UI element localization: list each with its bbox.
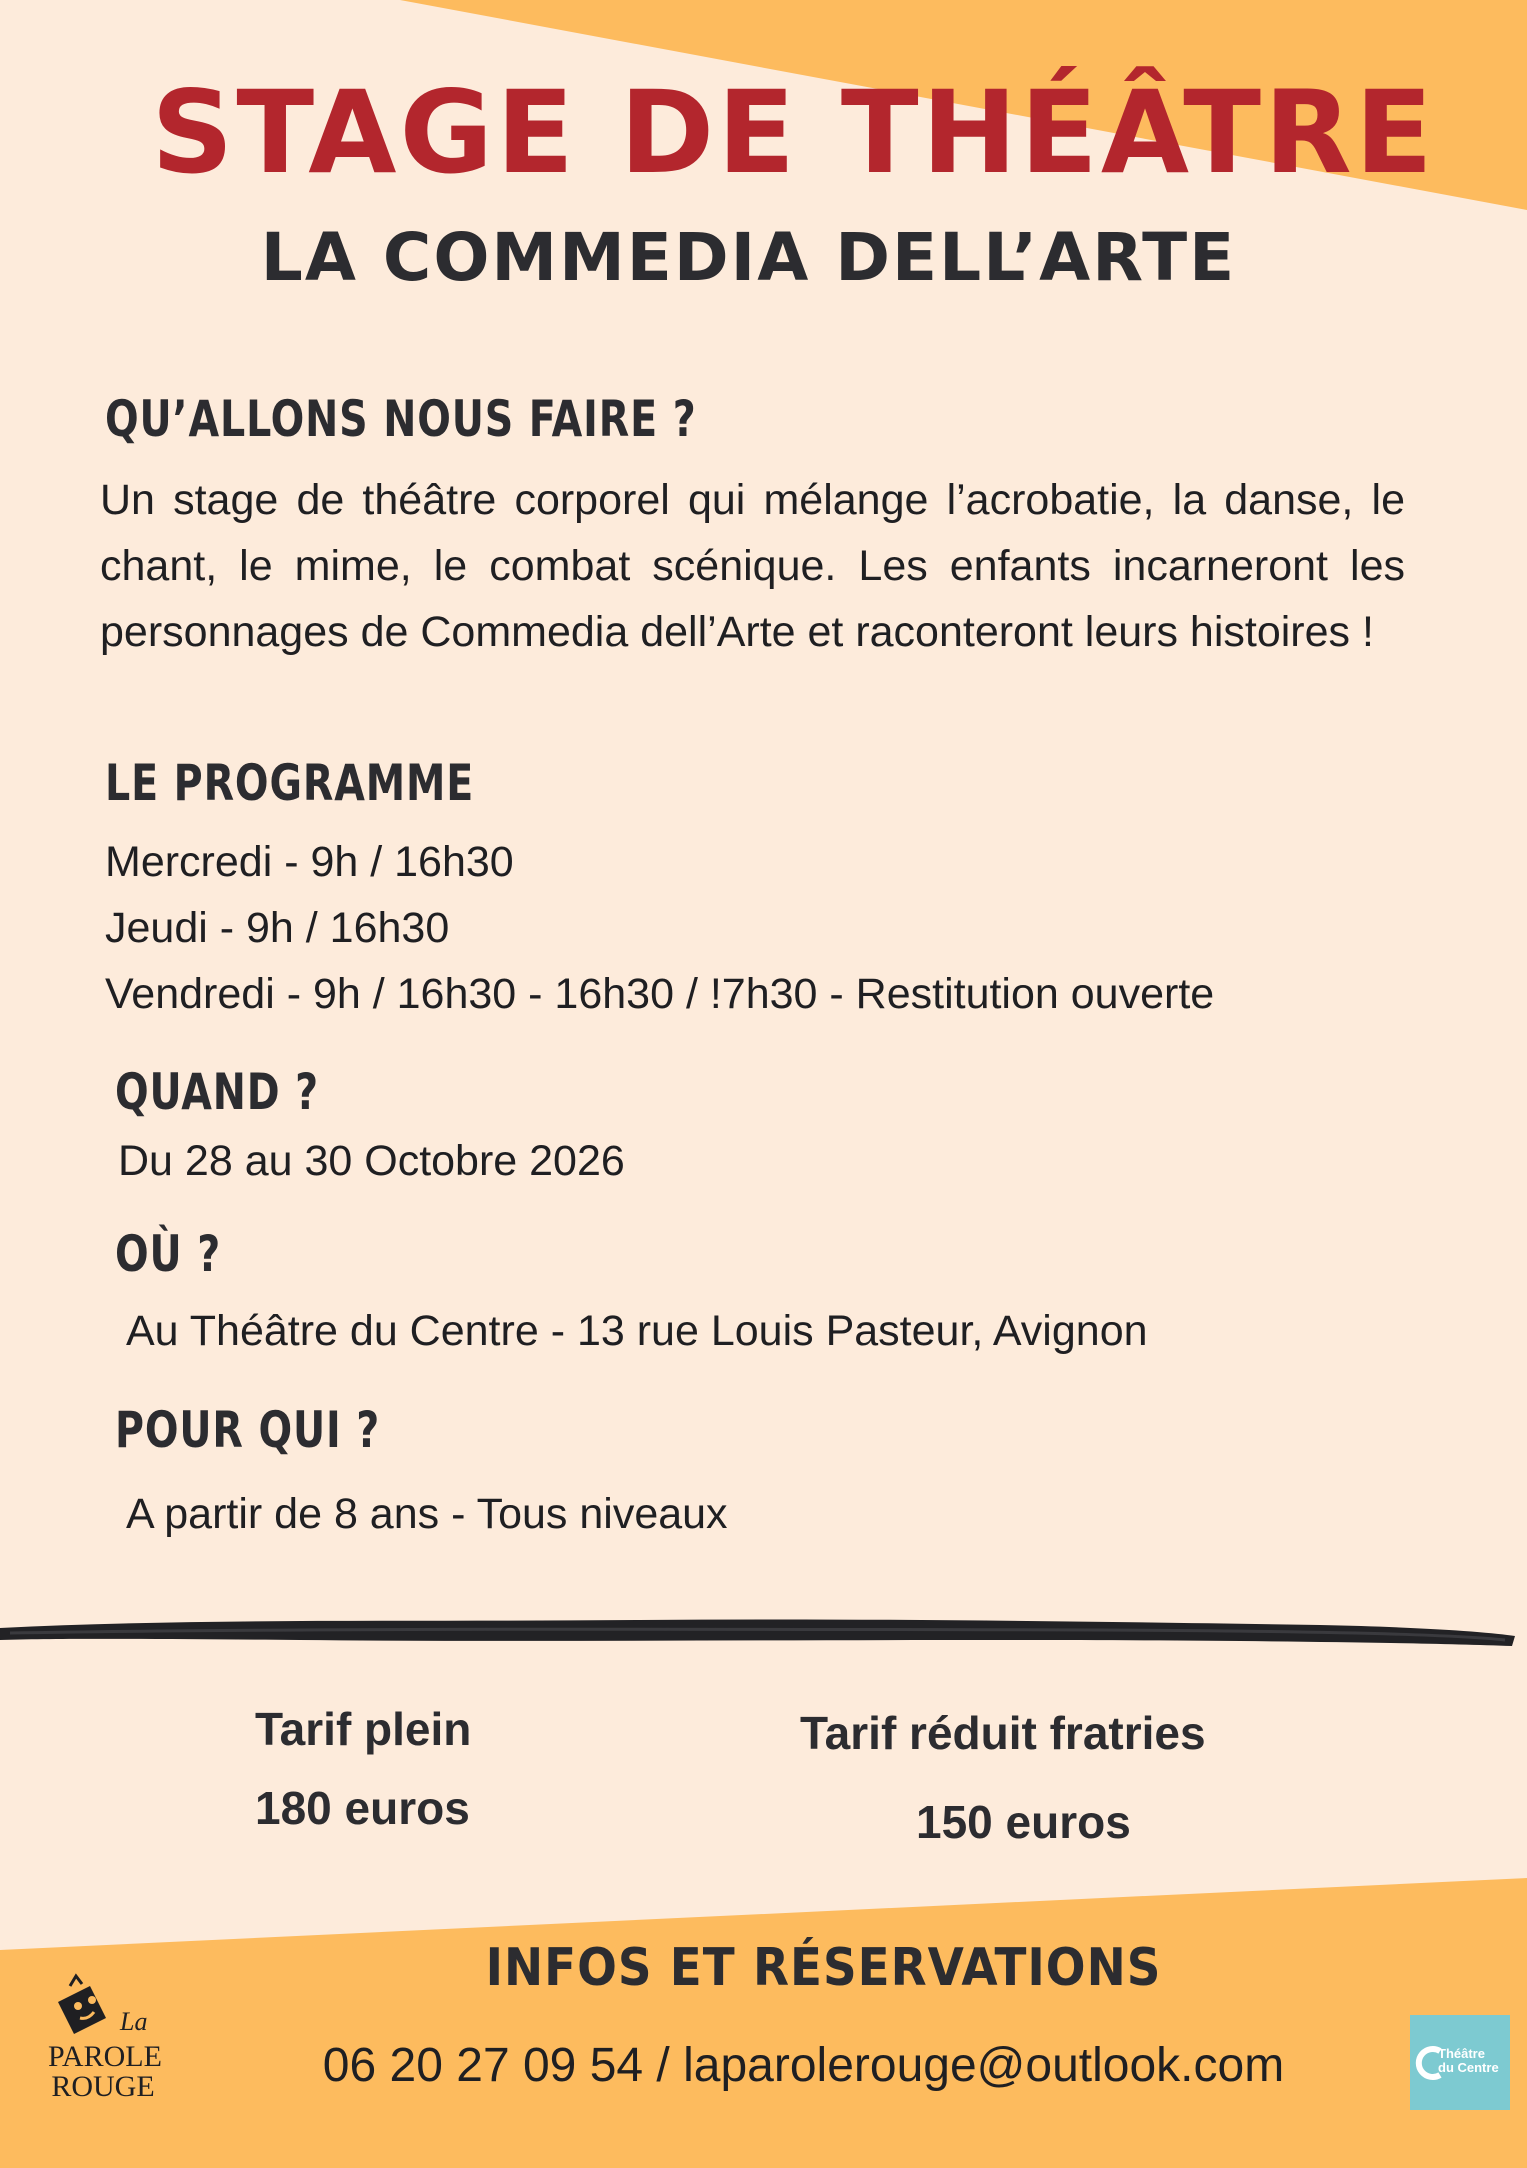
reduced-price-label: Tarif réduit fratries (800, 1707, 1206, 1759)
who-heading: POUR QUI ? (115, 1401, 381, 1459)
logo-right-text: Théâtre du Centre (1438, 2046, 1499, 2075)
when-text: Du 28 au 30 Octobre 2026 (118, 1137, 625, 1185)
page-subtitle: LA COMMEDIA DELL’ARTE (260, 219, 1237, 296)
full-price-label: Tarif plein (255, 1703, 472, 1755)
full-price-value: 180 euros (255, 1782, 470, 1834)
program-line-wednesday: Mercredi - 9h / 16h30 (105, 838, 514, 886)
where-heading: OÙ ? (115, 1225, 222, 1283)
program-line-thursday: Jeudi - 9h / 16h30 (105, 904, 450, 952)
program-list (105, 829, 1505, 1027)
theatre-du-centre-logo (1410, 2015, 1510, 2110)
program-heading: LE PROGRAMME (105, 754, 475, 812)
when-heading: QUAND ? (115, 1063, 319, 1121)
what-text: Un stage de théâtre corporel qui mélange l’acrobatie, la danse, le chant, le mime, le combat scénique. Les enfants incarneront les personnages de Commedia dell’Arte et raconteront leurs histoires ! (100, 476, 1405, 656)
footer-heading: INFOS ET RÉSERVATIONS (485, 1938, 1162, 1998)
contact-info[interactable]: 06 20 27 09 54 / laparolerouge@outlook.com (322, 2039, 1285, 2092)
page-title: STAGE DE THÉÂTRE (151, 66, 1436, 199)
program-line-friday: Vendredi - 9h / 16h30 - 16h30 / !7h30 - Restitution ouverte (105, 970, 1215, 1018)
where-text: Au Théâtre du Centre - 13 rue Louis Pasteur, Avignon (126, 1307, 1148, 1355)
who-text: A partir de 8 ans - Tous niveaux (126, 1490, 728, 1538)
svg-text:La: La (120, 2007, 148, 2036)
la-parole-rouge-logo (40, 1972, 160, 2112)
logo-left-text: PAROLE ROUGE (48, 2040, 162, 2103)
reduced-price-value: 150 euros (916, 1796, 1131, 1848)
what-heading: QU’ALLONS NOUS FAIRE ? (105, 390, 697, 448)
